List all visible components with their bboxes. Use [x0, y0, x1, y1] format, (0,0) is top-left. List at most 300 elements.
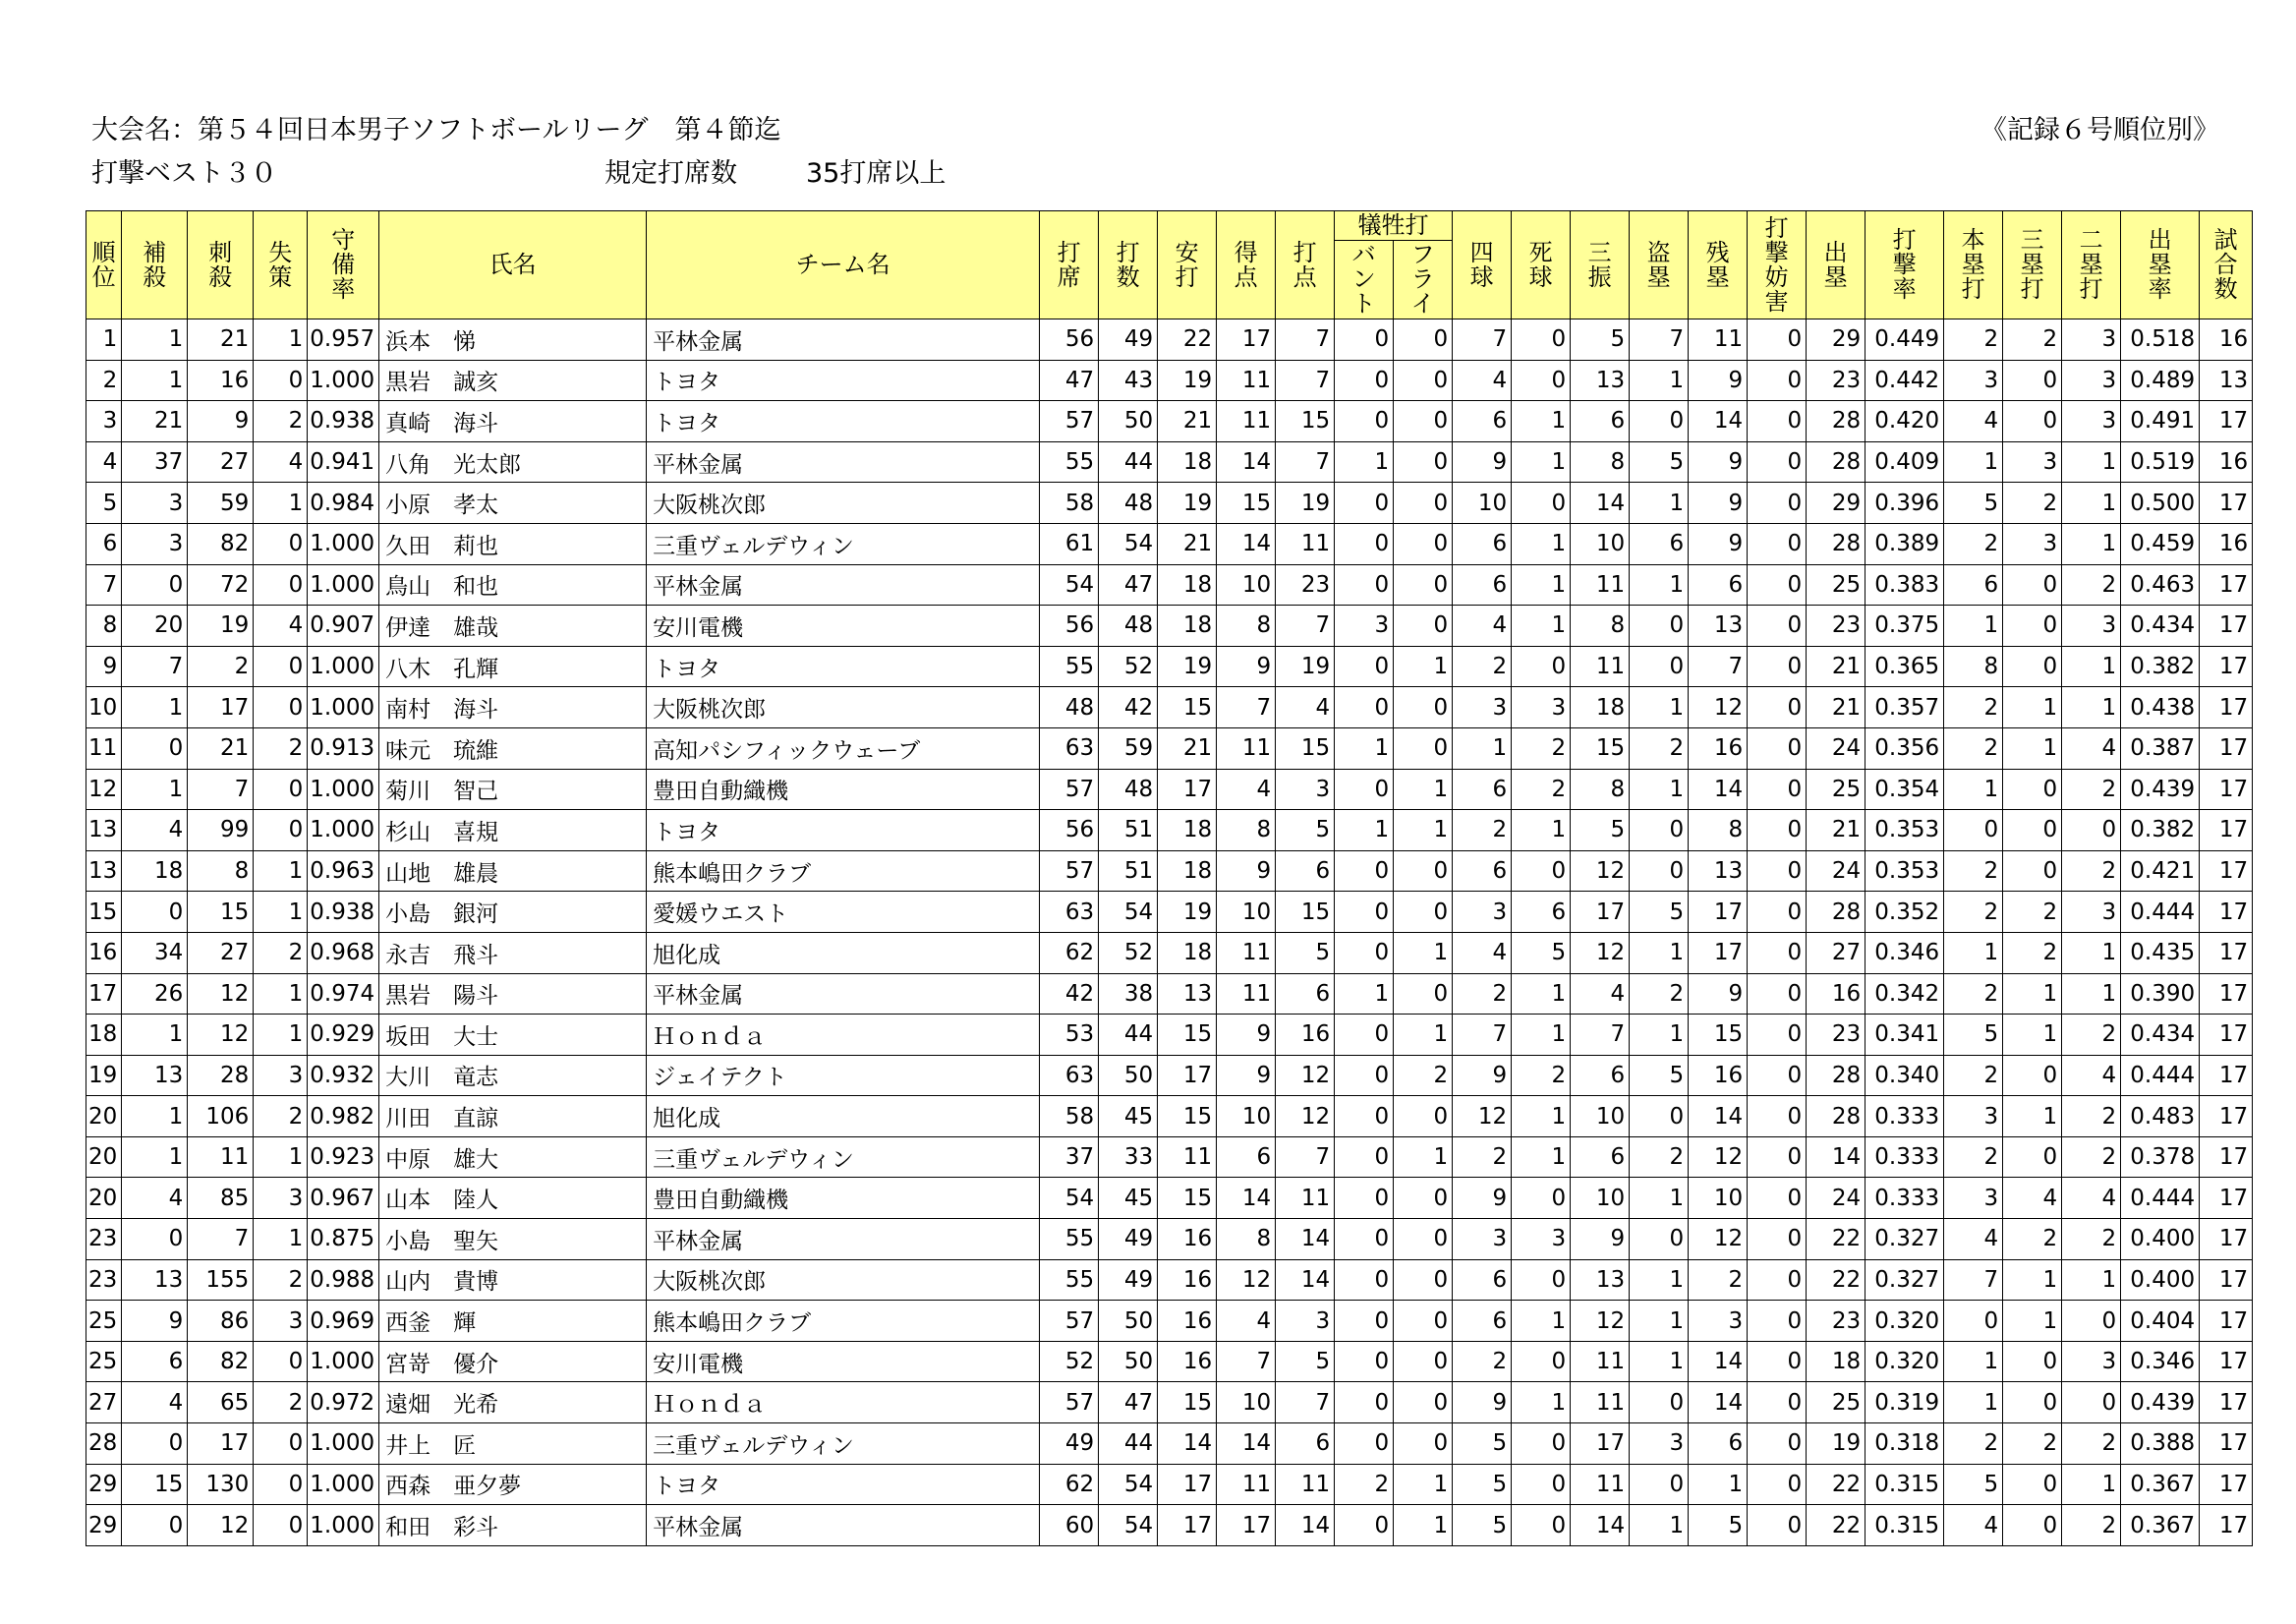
table-cell: 16	[2200, 319, 2253, 361]
table-cell: 44	[1099, 1423, 1158, 1465]
table-cell: 52	[1099, 646, 1158, 687]
table-cell: 0	[2003, 401, 2062, 442]
table-cell: 1.000	[308, 1423, 379, 1465]
table-cell: 17	[2200, 1259, 2253, 1301]
table-cell: 0	[1394, 1259, 1453, 1301]
table-cell: 3	[1944, 360, 2003, 401]
table-cell: 9	[1689, 360, 1748, 401]
table-cell: 4	[1453, 932, 1512, 973]
table-cell: 6	[1453, 850, 1512, 892]
table-cell: 0	[1630, 1382, 1689, 1423]
table-cell: 5	[1276, 810, 1335, 851]
table-cell: 130	[188, 1464, 254, 1505]
table-cell: 0.459	[2121, 523, 2200, 564]
table-cell: 25	[1807, 1382, 1866, 1423]
table-cell: 6	[1689, 1423, 1748, 1465]
table-cell: 85	[188, 1178, 254, 1219]
table-cell: 12	[188, 1015, 254, 1056]
col-strikeouts: 三振	[1571, 211, 1630, 319]
table-cell: 17	[2200, 1382, 2253, 1423]
table-cell: 0	[1748, 1301, 1807, 1342]
table-cell: 3	[1276, 769, 1335, 810]
table-cell: 17	[1571, 892, 1630, 933]
table-cell: 12	[1276, 1096, 1335, 1137]
table-cell: 1.000	[308, 810, 379, 851]
table-cell: 6	[1453, 523, 1512, 564]
table-cell: 1	[2062, 441, 2121, 483]
table-cell: 4	[2062, 1055, 2121, 1096]
table-row	[86, 850, 2253, 892]
table-cell: 1	[2062, 1464, 2121, 1505]
table-cell: 0.367	[2121, 1464, 2200, 1505]
table-cell: 10	[1571, 1178, 1630, 1219]
table-cell: 13	[1689, 606, 1748, 647]
table-cell: 1	[1512, 564, 1571, 606]
table-cell: 25	[86, 1301, 122, 1342]
table-cell: 13	[1158, 973, 1217, 1015]
table-cell: 0.982	[308, 1096, 379, 1137]
table-cell: 1	[2003, 687, 2062, 728]
table-cell: 10	[1571, 523, 1630, 564]
table-cell: 11	[1217, 1464, 1276, 1505]
table-cell: 黒岩 誠亥	[379, 360, 647, 401]
table-cell: 0	[1335, 932, 1394, 973]
table-cell: 14	[1689, 1382, 1748, 1423]
table-cell: 16	[1689, 727, 1748, 769]
table-cell: 大川 竜志	[379, 1055, 647, 1096]
table-cell: 24	[1807, 850, 1866, 892]
table-cell: 14	[1276, 1219, 1335, 1260]
rule-value: 35打席以上	[806, 158, 947, 189]
table-cell: 0	[2003, 1505, 2062, 1546]
table-cell: 14	[1689, 769, 1748, 810]
table-cell: 23	[1807, 1301, 1866, 1342]
table-cell: 9	[1217, 850, 1276, 892]
table-cell: 7	[1944, 1259, 2003, 1301]
table-cell: 19	[86, 1055, 122, 1096]
table-cell: 0	[1630, 850, 1689, 892]
table-cell: 1	[1944, 1382, 2003, 1423]
table-cell: 7	[86, 564, 122, 606]
table-cell: 0	[2003, 850, 2062, 892]
table-cell: 1	[2003, 1259, 2062, 1301]
table-cell: 0	[1335, 1423, 1394, 1465]
table-cell: 0	[122, 1505, 188, 1546]
table-cell: 2	[1944, 1423, 2003, 1465]
table-cell: 6	[1453, 564, 1512, 606]
table-cell: 19	[1276, 646, 1335, 687]
table-cell: 0.974	[308, 973, 379, 1015]
table-cell: 13	[2200, 360, 2253, 401]
table-cell: 47	[1099, 1382, 1158, 1423]
table-row	[86, 932, 2253, 973]
table-cell: 8	[188, 850, 254, 892]
table-cell: 17	[2200, 973, 2253, 1015]
table-cell: 0	[254, 687, 308, 728]
table-cell: 0	[1512, 1505, 1571, 1546]
table-cell: 0	[1512, 360, 1571, 401]
table-cell: 2	[2003, 319, 2062, 361]
table-cell: 0	[1335, 319, 1394, 361]
table-row	[86, 1259, 2253, 1301]
table-cell: 1	[1335, 810, 1394, 851]
table-cell: 0.320	[1866, 1301, 1944, 1342]
col-runs: 得点	[1217, 211, 1276, 319]
table-row	[86, 441, 2253, 483]
table-cell: 0	[1748, 483, 1807, 524]
table-cell: 57	[1040, 769, 1099, 810]
table-cell: 62	[1040, 932, 1099, 973]
table-cell: 6	[86, 523, 122, 564]
table-cell: 17	[2200, 646, 2253, 687]
table-cell: 熊本嶋田クラブ	[647, 850, 1040, 892]
table-cell: 6	[1944, 564, 2003, 606]
table-cell: ジェイテクト	[647, 1055, 1040, 1096]
table-cell: 50	[1099, 1055, 1158, 1096]
table-cell: 58	[1040, 483, 1099, 524]
table-cell: 4	[1944, 1505, 2003, 1546]
table-cell: 0	[254, 1464, 308, 1505]
table-cell: 3	[2062, 606, 2121, 647]
table-cell: 0	[1748, 727, 1807, 769]
table-cell: 34	[122, 932, 188, 973]
table-cell: 5	[1630, 892, 1689, 933]
table-cell: 0	[1335, 401, 1394, 442]
table-cell: 3	[1335, 606, 1394, 647]
table-cell: 3	[254, 1301, 308, 1342]
table-cell: 28	[86, 1423, 122, 1465]
table-cell: 0	[1748, 441, 1807, 483]
table-cell: 54	[1099, 1464, 1158, 1505]
table-cell: 17	[1217, 319, 1276, 361]
table-cell: 4	[2062, 727, 2121, 769]
col-fielding: 守備率	[308, 211, 379, 319]
table-cell: 19	[188, 606, 254, 647]
table-cell: 2	[2003, 1423, 2062, 1465]
table-cell: 0	[1748, 932, 1807, 973]
table-cell: 10	[1571, 1096, 1630, 1137]
table-cell: 0	[1944, 1301, 2003, 1342]
table-cell: 42	[1040, 973, 1099, 1015]
table-cell: 7	[1217, 1341, 1276, 1382]
table-cell: 16	[188, 360, 254, 401]
table-cell: 0.387	[2121, 727, 2200, 769]
table-row	[86, 646, 2253, 687]
table-cell: 6	[1689, 564, 1748, 606]
table-cell: 25	[1807, 769, 1866, 810]
table-cell: 8	[86, 606, 122, 647]
table-cell: 28	[1807, 892, 1866, 933]
table-cell: 0	[2003, 1382, 2062, 1423]
table-cell: 0	[1512, 1178, 1571, 1219]
table-cell: 7	[1689, 646, 1748, 687]
table-cell: 15	[86, 892, 122, 933]
table-cell: 6	[1512, 892, 1571, 933]
table-cell: 0.969	[308, 1301, 379, 1342]
table-cell: 0	[2003, 1136, 2062, 1178]
table-cell: 0.333	[1866, 1178, 1944, 1219]
table-cell: 1	[1630, 1341, 1689, 1382]
table-cell: 坂田 大士	[379, 1015, 647, 1056]
table-cell: 11	[1571, 1341, 1630, 1382]
table-cell: 黒岩 陽斗	[379, 973, 647, 1015]
table-cell: 19	[1158, 360, 1217, 401]
table-cell: 1	[2003, 1096, 2062, 1137]
table-cell: 6	[1217, 1136, 1276, 1178]
table-cell: 15	[1276, 727, 1335, 769]
table-cell: 平林金属	[647, 319, 1040, 361]
table-row	[86, 523, 2253, 564]
table-cell: 0	[1512, 319, 1571, 361]
table-cell: 17	[86, 973, 122, 1015]
table-cell: 0	[122, 892, 188, 933]
table-cell: 0	[2003, 1464, 2062, 1505]
table-row	[86, 892, 2253, 933]
table-cell: 0.365	[1866, 646, 1944, 687]
table-cell: 0	[1394, 1096, 1453, 1137]
table-cell: 17	[1689, 892, 1748, 933]
table-cell: 7	[1276, 360, 1335, 401]
table-cell: 1.000	[308, 769, 379, 810]
table-cell: 味元 琉維	[379, 727, 647, 769]
table-cell: 11	[1276, 1464, 1335, 1505]
table-cell: 0	[1748, 1096, 1807, 1137]
table-cell: 0.319	[1866, 1382, 1944, 1423]
col-ab: 打数	[1099, 211, 1158, 319]
table-cell: 9	[1571, 1219, 1630, 1260]
table-cell: 58	[1040, 1096, 1099, 1137]
table-cell: 6	[1571, 1055, 1630, 1096]
table-cell: 0.875	[308, 1219, 379, 1260]
table-cell: 44	[1099, 441, 1158, 483]
table-cell: 17	[2200, 1301, 2253, 1342]
table-cell: 15	[1217, 483, 1276, 524]
table-cell: 0	[1394, 441, 1453, 483]
table-cell: 1	[2062, 483, 2121, 524]
table-cell: 19	[1158, 646, 1217, 687]
table-cell: 1	[1512, 1301, 1571, 1342]
table-cell: 0	[1394, 687, 1453, 728]
table-cell: 14	[1158, 1423, 1217, 1465]
table-cell: 3	[1453, 892, 1512, 933]
table-cell: 25	[86, 1341, 122, 1382]
table-cell: 0	[1335, 1096, 1394, 1137]
table-cell: 17	[1158, 769, 1217, 810]
table-row	[86, 606, 2253, 647]
table-cell: 9	[1689, 973, 1748, 1015]
table-cell: 14	[1689, 401, 1748, 442]
table-cell: 1	[2062, 687, 2121, 728]
table-cell: 0.327	[1866, 1259, 1944, 1301]
col-batting-average: 打撃率	[1866, 211, 1944, 319]
table-cell: 2	[1944, 319, 2003, 361]
table-cell: 2	[1944, 892, 2003, 933]
section-title: 打撃ベスト３０	[91, 158, 277, 189]
table-cell: 浜本 悌	[379, 319, 647, 361]
table-cell: 2	[2062, 1015, 2121, 1056]
table-cell: 14	[1689, 1341, 1748, 1382]
table-cell: 9	[1453, 1178, 1512, 1219]
table-cell: 21	[1158, 401, 1217, 442]
table-cell: 1	[2062, 1259, 2121, 1301]
table-cell: 2	[1453, 1341, 1512, 1382]
table-cell: 5	[1453, 1505, 1512, 1546]
table-cell: 21	[1807, 810, 1866, 851]
table-cell: 45	[1099, 1178, 1158, 1219]
table-cell: 5	[1944, 1015, 2003, 1056]
rule-label: 規定打席数	[604, 158, 737, 189]
table-cell: 0	[1630, 1464, 1689, 1505]
table-cell: 28	[1807, 401, 1866, 442]
table-cell: 三重ヴェルデウィン	[647, 1136, 1040, 1178]
table-cell: 1	[2003, 727, 2062, 769]
table-cell: 10	[1217, 892, 1276, 933]
table-cell: 2	[1944, 727, 2003, 769]
table-cell: 杉山 喜規	[379, 810, 647, 851]
table-cell: 0	[122, 727, 188, 769]
table-cell: 15	[1158, 1382, 1217, 1423]
table-cell: 7	[188, 769, 254, 810]
table-cell: 63	[1040, 1055, 1099, 1096]
table-cell: 1	[1689, 1464, 1748, 1505]
table-cell: Ｈｏｎｄａ	[647, 1382, 1040, 1423]
table-cell: 16	[86, 932, 122, 973]
table-cell: 8	[1217, 810, 1276, 851]
table-cell: 17	[2200, 810, 2253, 851]
table-cell: 4	[1217, 769, 1276, 810]
table-body	[86, 319, 2253, 1546]
table-cell: 0	[1630, 606, 1689, 647]
table-cell: 54	[1040, 564, 1099, 606]
table-cell: 0	[1630, 646, 1689, 687]
batting-stats-table	[86, 210, 2253, 1546]
table-cell: 0	[2003, 1341, 2062, 1382]
table-cell: 47	[1099, 564, 1158, 606]
table-cell: 大阪桃次郎	[647, 483, 1040, 524]
table-cell: 1.000	[308, 646, 379, 687]
table-row	[86, 483, 2253, 524]
table-cell: 真崎 海斗	[379, 401, 647, 442]
table-row	[86, 1096, 2253, 1137]
table-cell: 0	[1748, 1259, 1807, 1301]
table-cell: 17	[2200, 401, 2253, 442]
table-cell: 0.318	[1866, 1423, 1944, 1465]
table-cell: 0	[1748, 892, 1807, 933]
table-cell: 0	[1394, 850, 1453, 892]
table-cell: 1	[1512, 441, 1571, 483]
table-cell: 菊川 智己	[379, 769, 647, 810]
table-cell: 6	[122, 1341, 188, 1382]
table-row	[86, 360, 2253, 401]
table-cell: 0	[254, 810, 308, 851]
table-cell: 49	[1099, 1219, 1158, 1260]
table-cell: 12	[1453, 1096, 1512, 1137]
table-cell: 0.400	[2121, 1259, 2200, 1301]
table-cell: 0	[1512, 1464, 1571, 1505]
table-cell: 宮嵜 優介	[379, 1341, 647, 1382]
table-cell: 5	[1630, 1055, 1689, 1096]
table-cell: 27	[188, 441, 254, 483]
table-cell: 0	[1512, 1423, 1571, 1465]
table-cell: 0	[1748, 1015, 1807, 1056]
table-cell: 大阪桃次郎	[647, 687, 1040, 728]
table-cell: 9	[188, 401, 254, 442]
table-cell: 0	[1335, 483, 1394, 524]
table-cell: 6	[1453, 401, 1512, 442]
table-cell: 0	[1394, 523, 1453, 564]
table-cell: 4	[1453, 606, 1512, 647]
table-cell: 0	[2062, 810, 2121, 851]
table-cell: 南村 海斗	[379, 687, 647, 728]
record-category: 《記録６号順位別》	[1980, 115, 2219, 145]
table-cell: 55	[1040, 646, 1099, 687]
table-cell: 0.519	[2121, 441, 2200, 483]
table-cell: 15	[1158, 1096, 1217, 1137]
table-cell: 0	[1748, 1055, 1807, 1096]
table-cell: 11	[86, 727, 122, 769]
table-cell: 0	[1335, 360, 1394, 401]
table-cell: 0.444	[2121, 1055, 2200, 1096]
table-cell: 6	[1571, 401, 1630, 442]
table-cell: 0.333	[1866, 1096, 1944, 1137]
table-cell: 0	[1394, 360, 1453, 401]
table-cell: 0	[1748, 810, 1807, 851]
table-cell: 48	[1040, 687, 1099, 728]
col-doubles: 二塁打	[2062, 211, 2121, 319]
table-cell: 5	[1944, 483, 2003, 524]
table-cell: 29	[1807, 483, 1866, 524]
table-cell: 1	[1453, 727, 1512, 769]
table-cell: 2	[254, 932, 308, 973]
table-cell: 2	[1689, 1259, 1748, 1301]
col-stolen-bases: 盗塁	[1630, 211, 1689, 319]
table-cell: 0	[254, 1505, 308, 1546]
table-cell: 50	[1099, 1341, 1158, 1382]
table-cell: 0	[122, 1219, 188, 1260]
table-cell: 49	[1099, 1259, 1158, 1301]
table-row	[86, 769, 2253, 810]
table-cell: 0	[1335, 1259, 1394, 1301]
table-cell: 23	[1807, 1015, 1866, 1056]
table-cell: 1	[2003, 973, 2062, 1015]
table-cell: 2	[1512, 1055, 1571, 1096]
table-cell: 0	[1394, 1178, 1453, 1219]
table-cell: 2	[1630, 727, 1689, 769]
table-cell: 0	[1394, 1219, 1453, 1260]
table-cell: 熊本嶋田クラブ	[647, 1301, 1040, 1342]
table-cell: 3	[1512, 1219, 1571, 1260]
table-cell: 0.382	[2121, 646, 2200, 687]
table-cell: 1	[1512, 1015, 1571, 1056]
table-cell: 0	[1335, 1136, 1394, 1178]
table-cell: 33	[1099, 1136, 1158, 1178]
table-cell: 16	[1158, 1341, 1217, 1382]
table-cell: 2	[1453, 973, 1512, 1015]
table-cell: 16	[1158, 1301, 1217, 1342]
table-cell: 1.000	[308, 564, 379, 606]
table-cell: 13	[1571, 1259, 1630, 1301]
table-cell: 平林金属	[647, 564, 1040, 606]
table-cell: 1	[1394, 646, 1453, 687]
table-cell: 17	[188, 687, 254, 728]
table-cell: 0	[1512, 646, 1571, 687]
table-cell: 2	[1944, 973, 2003, 1015]
table-cell: 1	[1394, 932, 1453, 973]
table-cell: 13	[86, 810, 122, 851]
table-cell: 1	[122, 1096, 188, 1137]
col-home-runs: 本塁打	[1944, 211, 2003, 319]
table-cell: 23	[1807, 360, 1866, 401]
